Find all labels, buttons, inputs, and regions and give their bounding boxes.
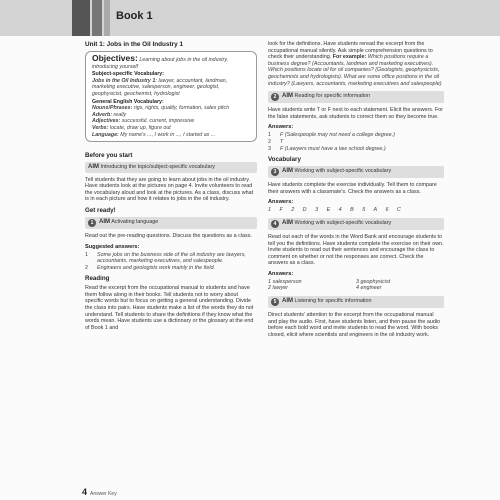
verbs-label: Verbs: (92, 124, 109, 131)
answer-number: 2 (268, 138, 271, 145)
answer-number: 1 (268, 132, 271, 139)
aim-label: AIM (99, 218, 110, 225)
aim-label: AIM (88, 164, 99, 171)
reading-heading: Reading (85, 275, 110, 283)
adjectives-text: successful, current, impressive (121, 118, 195, 125)
before-you-start-heading: Before you start (85, 152, 133, 160)
unit-title (85, 41, 257, 48)
aim-label: AIM (282, 93, 293, 100)
answer-text: Engineers and geologists work mainly in the field. (97, 264, 216, 271)
aim-box (85, 162, 257, 172)
answer-text: F (Lawyers must have a law school degree.) (280, 145, 386, 152)
objectives-box (85, 51, 257, 142)
left-column (85, 41, 257, 335)
aim-text: Reading for specific information (294, 93, 371, 100)
language-text: My name's ..., I work in ..., I started as ... (120, 131, 216, 138)
exercise-3-paragraph: Have students complete the exercise individually. Tell them to compare their answers with a classmate's. Check the answers as a class. (268, 182, 437, 195)
exercise-3-answers: 1 F 2 D 3 E 4 B 5 A 6 C (268, 207, 401, 214)
suggested-answers-heading: Suggested answers: (85, 243, 140, 250)
answer-item (268, 146, 444, 153)
aim-box (85, 217, 257, 229)
aim-text: Working with subject-specific vocabulary (294, 219, 392, 226)
subject-vocab-text: lawyer, accountant, landman, marketing executive, salesperson, engineer, geologist, geophysicist, geochemist, hydrologist (92, 77, 228, 97)
example-label: For example: (332, 54, 367, 61)
verbs-text: locate, draw up, figure out (109, 124, 171, 131)
vocabulary-heading: Vocabulary (268, 156, 301, 164)
page-number: 4 (82, 487, 88, 497)
aim-text: Introducing the topic/subject-specific vocabulary (100, 164, 215, 171)
adverb-text: really (113, 111, 127, 118)
exercise-2-paragraph: Have students write T or F next to each statement. Elicit the answers. For the false statements, ask students to correct them so they become true. (268, 107, 444, 120)
answer-number: 2 (85, 264, 88, 271)
aim-label: AIM (282, 168, 293, 175)
answer-number: 1 (85, 251, 88, 258)
exercise-number-badge: 5 (271, 298, 279, 306)
answer-item: 2 lawyer (268, 285, 289, 292)
exercise-number-badge: 2 (271, 93, 279, 101)
aim-box (268, 218, 444, 230)
answer-item: 4 engineer (356, 285, 382, 292)
answers-heading: Answers: (268, 270, 294, 277)
aim-text: Working with subject-specific vocabulary (294, 168, 392, 175)
general-vocab-heading: General English Vocabulary: (92, 98, 164, 105)
adjectives-label: Adjectives: (92, 118, 121, 125)
answers-heading: Answers: (268, 199, 294, 206)
right-column (268, 41, 444, 342)
before-paragraph: Tell students that they are going to learn about jobs in the oil industry. Have students look at the pictures on page 4. Invite volunteers to read the vocabulary aloud and look at the pictures. As a class, discuss what is in each picture and how it relates to jobs in the oil industry. (85, 176, 254, 203)
unit-label: Unit 1: (85, 41, 105, 48)
header-tab-dark (72, 0, 90, 36)
language-label: Language: (92, 131, 119, 138)
header-tab-light (104, 0, 110, 36)
answer-text: F (Salespeople may not need a college degree.) (280, 132, 395, 139)
get-ready-heading: Get ready! (85, 206, 116, 214)
nouns-label: Nouns/Phrases: (92, 105, 133, 112)
objectives-intro: Learning about jobs in the oil industry, introducing yourself (92, 57, 229, 70)
answer-text: Some jobs on the business side of the oil industry are lawyers, accountants, marketing executives, and salespeople. (97, 251, 246, 265)
reading-paragraph: Read the excerpt from the occupational manual to students and have them follow along in their books. Tell students not to worry about specific words but to focus on getting a general understanding. Divide the class into pairs. Have students make a list of the words they do not understand. Tell students to share the definitions if they know what the words mean. Have students use a dictionary or the glossary at the end of Book 1 and (85, 285, 254, 331)
exercise-4-paragraph: Read out each of the words in the Word Bank and encourage students to tell you the definitions. Have students complete the exercise on their own. Invite students to read out their sentences and encourage the class to comment on whether or not the responses are correct. Check the answers as a class. (268, 233, 444, 267)
page-footer (82, 487, 117, 497)
answer-text: T (280, 138, 284, 145)
footer-label: Answer Key (90, 491, 117, 497)
answer-item (85, 252, 257, 265)
exercise-5-paragraph: Direct students' attention to the excerpt from the occupational manual and play the audio. First, have students listen, and then pause the audio before each bold word and invite students to read the word. With books closed, elicit where scientists and engineers in the oil industry work. (268, 312, 441, 338)
aim-box (268, 91, 444, 103)
aim-label: AIM (282, 298, 293, 305)
objectives-heading: Objectives: (92, 53, 138, 63)
book-title: Book 1 (116, 10, 153, 22)
answer-number: 3 (268, 145, 271, 152)
unit-name: Jobs in the Oil Industry 1 (106, 41, 184, 48)
aim-box (268, 166, 444, 178)
nouns-text: rigs, rights, quality, formation, sales pitch (133, 105, 230, 112)
subject-vocab-label: Jobs in the Oil Industry 1: (92, 77, 158, 84)
answer-item (85, 265, 257, 272)
answer-item (268, 139, 444, 146)
answers-heading: Answers: (268, 124, 294, 131)
exercise-number-badge: 1 (88, 219, 96, 227)
aim-text: Listening for specific information (294, 298, 372, 305)
exercise-number-badge: 3 (271, 168, 279, 176)
aim-label: AIM (282, 219, 293, 226)
header-tab-mid (92, 0, 102, 36)
get-ready-paragraph: Read out the pre-reading questions. Discuss the questions as a class. (85, 232, 252, 239)
continued-text: look for the definitions. Have students reread the excerpt from the occupational manual silently. Ask simple comprehension questions to check their understanding. (268, 41, 433, 61)
continued-paragraph (268, 41, 444, 87)
subject-vocab-heading: Subject-specific Vocabulary: (92, 71, 165, 78)
answer-item: 3 geophysicist (356, 278, 391, 285)
aim-box (268, 296, 444, 308)
answer-item (268, 132, 444, 139)
answer-item: 1 salesperson (268, 278, 302, 285)
adverb-label: Adverb: (92, 111, 113, 118)
exercise-4-answers (268, 279, 444, 292)
exercise-number-badge: 4 (271, 220, 279, 228)
aim-text: Activating language (111, 218, 159, 225)
example-text: Which positions require a business degree? (Accountants, landmen and marketing executives). Which positions locate oil for oil companies? (Geologists, geophysicists, geochemists and hydrologists). What are some office positions in the oil industry? (Lawyers, accountants, marketing executives and salespeople) (268, 54, 442, 87)
